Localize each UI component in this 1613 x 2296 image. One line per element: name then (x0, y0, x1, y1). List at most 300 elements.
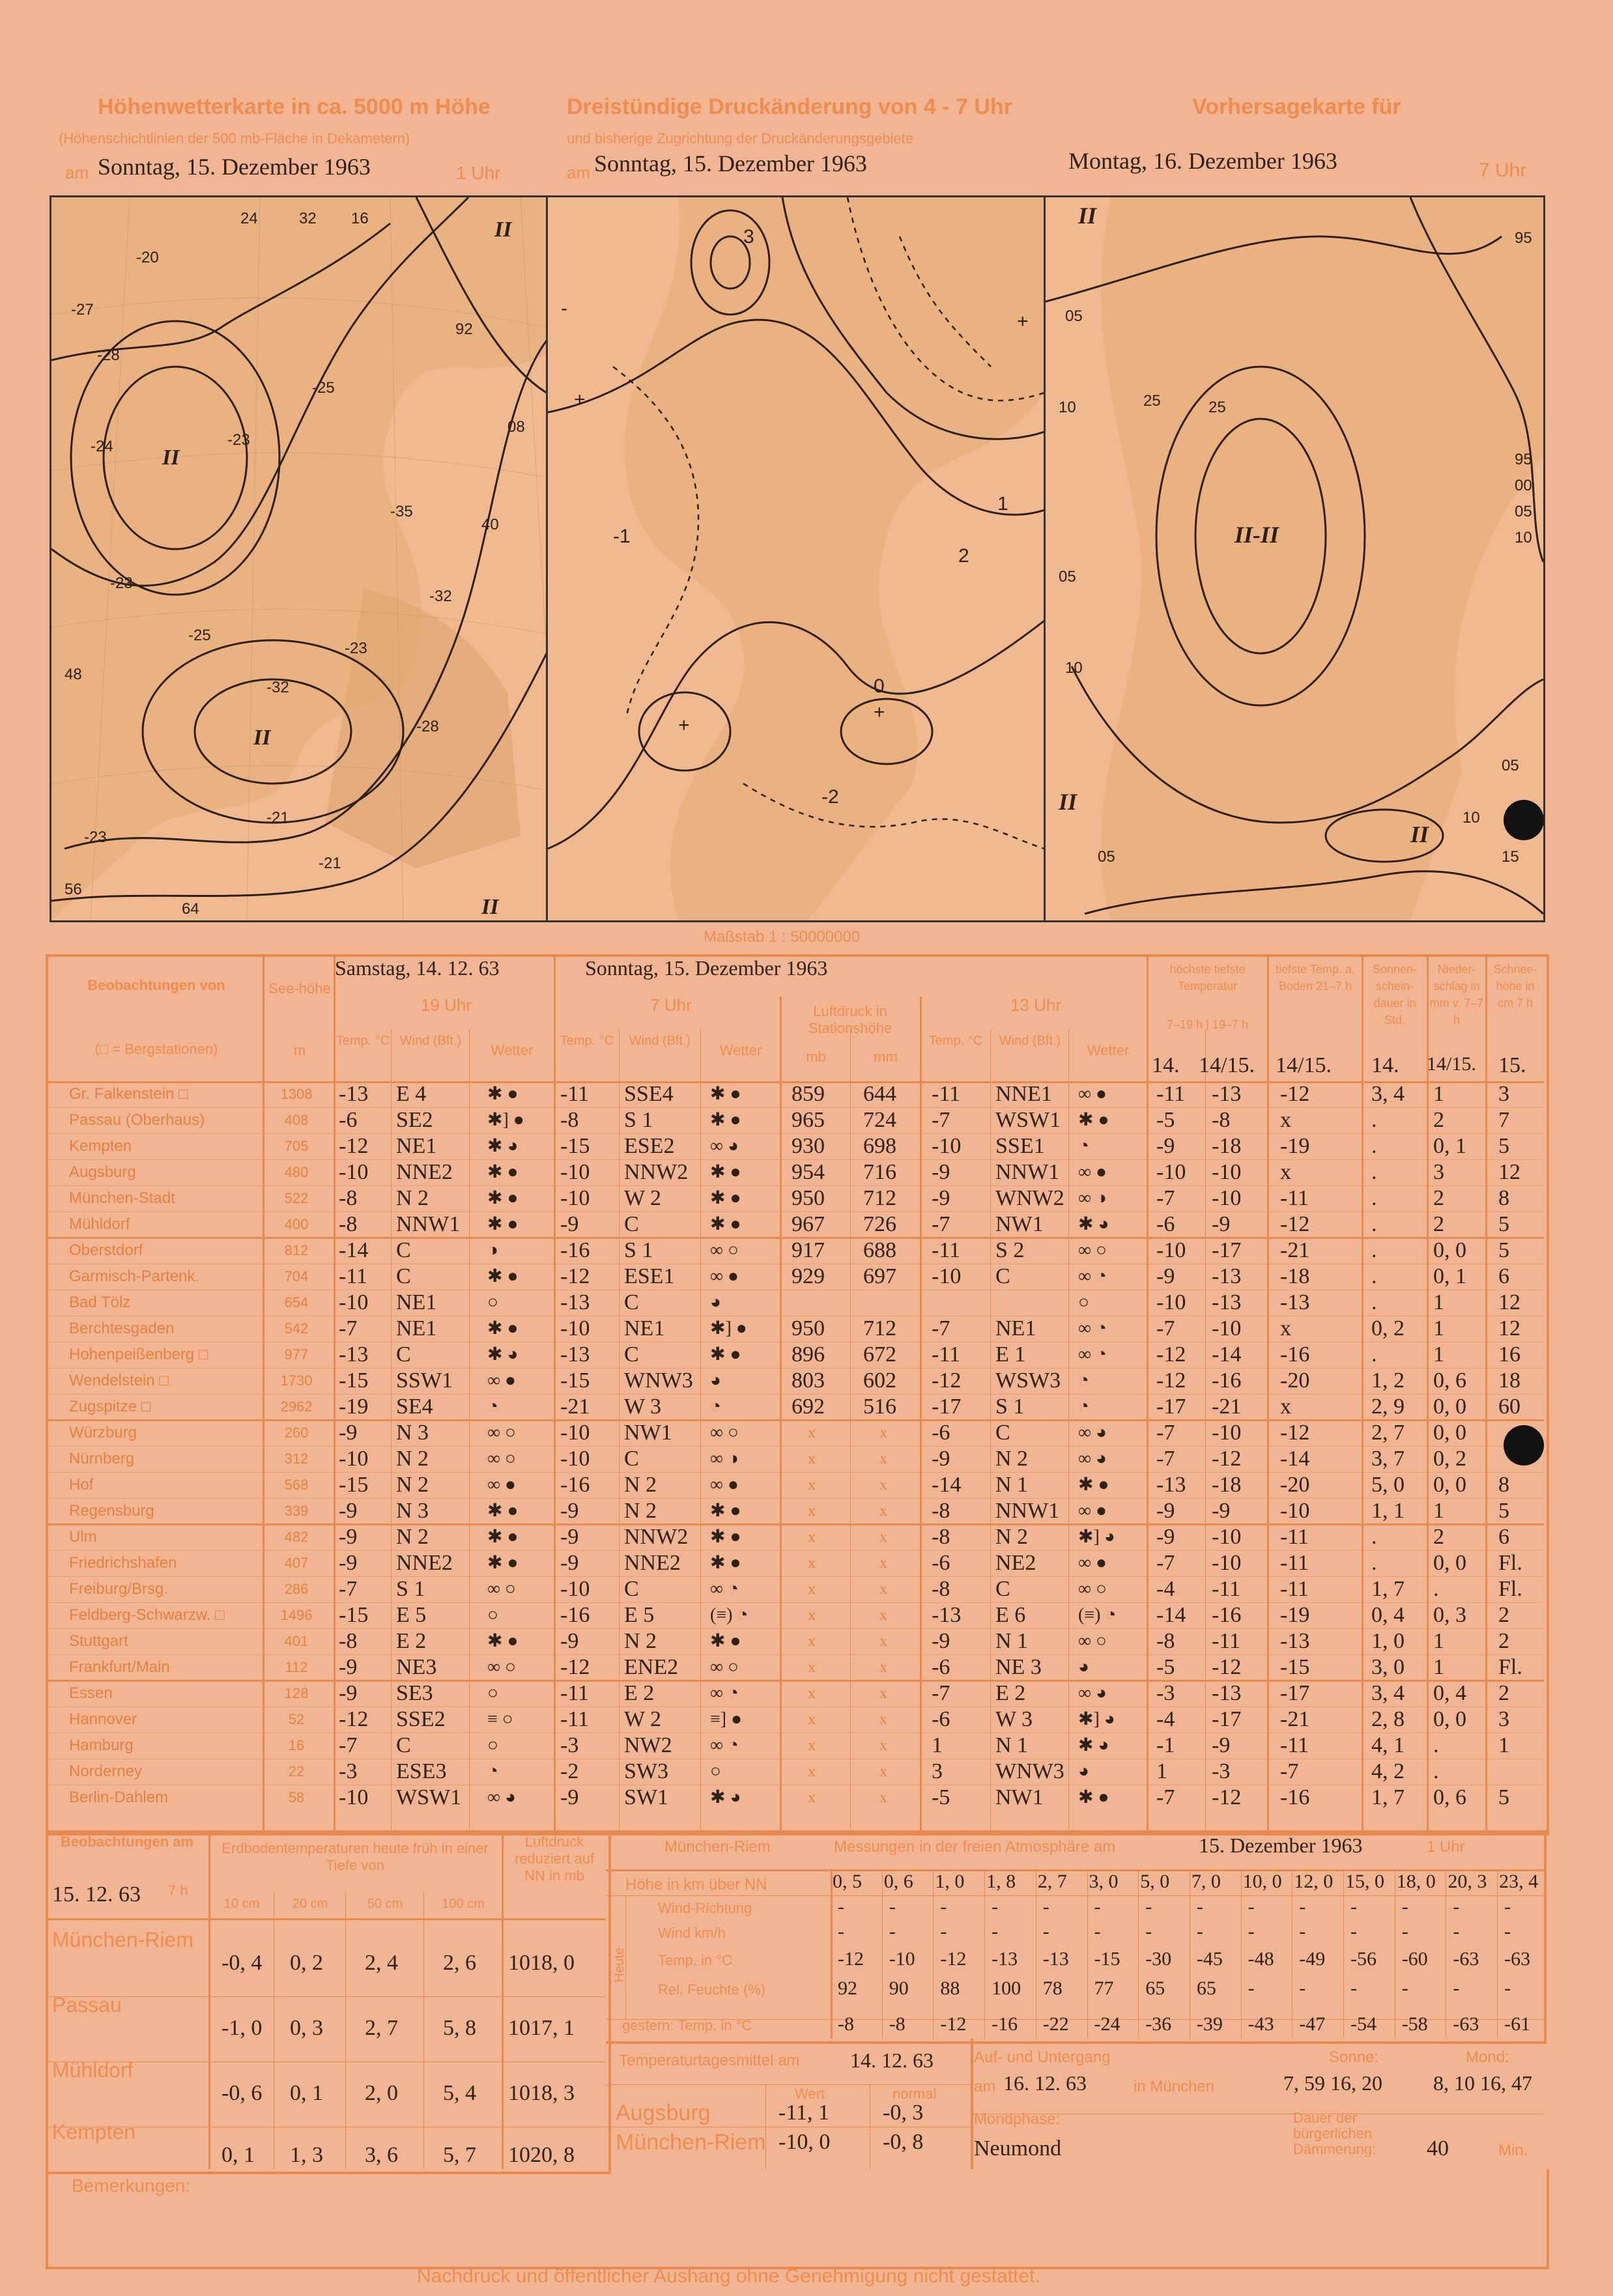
hdr-nieder: Nieder-schlag in mm v. 7–7 h (1429, 963, 1484, 1027)
aero-height: 15, 0 (1345, 1871, 1384, 1892)
cell-mb: 950 (792, 1316, 825, 1340)
aero-value: - (992, 1921, 999, 1942)
svg-text:+: + (678, 715, 690, 736)
cell-sun: . (1371, 1108, 1377, 1132)
aero-value: - (1401, 1896, 1408, 1918)
cell-rain: 2 (1433, 1186, 1444, 1210)
svg-text:00: 00 (1515, 477, 1532, 494)
hdr-wind-7: Wind (Bft.) (629, 1034, 691, 1048)
cell-x13: ◔ (1078, 1136, 1089, 1156)
sun-mond-label: Mond: (1466, 2048, 1509, 2066)
cell-t13: -17 (932, 1395, 962, 1419)
cell-x19: ○ (487, 1683, 498, 1703)
svg-text:2: 2 (958, 545, 969, 567)
daily-mean-normal: normal (892, 2086, 937, 2102)
aero-value: - (1042, 1921, 1049, 1942)
cell-t7: -16 (560, 1238, 590, 1262)
cell-w7: C (624, 1290, 639, 1314)
cell-min: -10 (1212, 1421, 1242, 1445)
aero-height: 0, 6 (883, 1871, 913, 1892)
cell-x7: ✱ ● (710, 1631, 741, 1651)
svg-text:05: 05 (1059, 568, 1076, 586)
cell-mm: x (879, 1711, 887, 1728)
cell-t7: -13 (560, 1342, 590, 1367)
cell-x13: ∞ ● (1078, 1501, 1107, 1521)
cell-rain: 0, 1 (1433, 1134, 1466, 1158)
station-elevation: 22 (288, 1763, 305, 1779)
aero-value: - (1401, 1977, 1408, 1999)
cell-t7: -8 (560, 1108, 579, 1132)
cell-ground: -7 (1280, 1759, 1299, 1783)
cell-t7: -11 (560, 1681, 590, 1705)
cell-x19: ✱ ● (487, 1318, 519, 1339)
station-name: Norderney (69, 1763, 143, 1780)
cell-x13: ◔ (1078, 1370, 1089, 1391)
cell-w19: C (396, 1264, 411, 1288)
cell-x7: ∞ ○ (710, 1657, 739, 1677)
map2-subtitle: und bisherige Zugrichtung der Druckänderungsgebiete (567, 130, 914, 147)
cell-ground: -11 (1280, 1733, 1309, 1757)
cell-max: -7 (1156, 1186, 1175, 1210)
svg-text:-23: -23 (345, 640, 367, 657)
cell-snow: 8 (1498, 1473, 1509, 1497)
station-name: Kempten (69, 1137, 132, 1155)
table-row (0, 1680, 1509, 1707)
daily-mean-label: Temperaturtagesmittel am (619, 2052, 800, 2069)
cell-w13: WSW3 (995, 1368, 1061, 1393)
soil-temp: 5, 8 (443, 2016, 476, 2040)
map1-date: Sonntag, 15. Dezember 1963 (98, 154, 371, 180)
cell-x19: ✱ ● (487, 1631, 519, 1651)
cell-x19: ∞ ○ (487, 1449, 516, 1469)
aero-value: - (1401, 1921, 1408, 1942)
station-elevation: 654 (284, 1294, 309, 1311)
aero-value: -8 (838, 2013, 854, 2035)
cell-mb: 929 (792, 1264, 825, 1288)
hdr-saturday-date: Samstag, 14. 12. 63 (335, 956, 500, 980)
aero-value: -12 (940, 1948, 967, 1970)
cell-w13: N 1 (995, 1733, 1029, 1757)
cell-snow: Fl. (1498, 1551, 1522, 1575)
aero-height: 20, 3 (1448, 1871, 1487, 1892)
cell-x13: ✱] ◕ (1078, 1709, 1115, 1729)
cell-x19: ≡ ○ (487, 1709, 513, 1729)
hdr-tiefste: tiefste Temp. a. Boden 21–7 h (1276, 963, 1355, 993)
cell-ground: -12 (1280, 1212, 1310, 1236)
cell-w13: N 2 (995, 1525, 1029, 1549)
cell-mb: x (808, 1633, 816, 1650)
svg-text:-: - (561, 298, 567, 319)
cell-snow: 5 (1498, 1134, 1509, 1158)
cell-w13: E 2 (995, 1681, 1026, 1705)
svg-text:-23: -23 (84, 829, 107, 846)
cell-rain: 0, 0 (1433, 1707, 1466, 1731)
cell-t13: -14 (932, 1473, 962, 1497)
cell-rain: 3 (1433, 1160, 1444, 1184)
cell-w19: NNW1 (396, 1212, 461, 1236)
svg-text:10: 10 (1059, 399, 1076, 416)
cell-mm: 672 (863, 1342, 896, 1367)
cell-mm: 726 (863, 1212, 896, 1236)
cell-w13: SSE1 (995, 1134, 1045, 1158)
aero-value: - (1453, 1896, 1460, 1918)
station-name: Zugspitze □ (69, 1398, 151, 1415)
station-name: Regensburg (69, 1502, 154, 1520)
cell-sun: . (1371, 1134, 1377, 1158)
cell-x7: ∞ ◔ (710, 1735, 739, 1755)
cell-ground: -19 (1280, 1134, 1310, 1158)
cell-w13: WNW3 (995, 1759, 1064, 1783)
cell-rain: 1 (1433, 1629, 1444, 1653)
cell-x7: ◔ (710, 1396, 721, 1417)
cell-t7: -9 (560, 1551, 579, 1575)
cell-snow: 7 (1498, 1108, 1509, 1132)
cell-x7: ✱ ● (710, 1527, 741, 1547)
cell-x13: ∞ ◕ (1078, 1423, 1107, 1443)
hdr-temp-7: Temp. °C (560, 1034, 614, 1048)
aero-value: - (1504, 1977, 1511, 1999)
cell-mb: 692 (792, 1395, 825, 1419)
cell-t13: -11 (932, 1082, 961, 1106)
map1-subtitle: (Höhenschichtlinien der 500 mb-Fläche in Dekametern) (59, 130, 410, 147)
cell-x13: ∞ ◔ (1078, 1344, 1107, 1365)
cell-mb: 950 (792, 1186, 825, 1210)
cell-x13: ∞ ● (1078, 1084, 1107, 1104)
table-row (0, 1316, 1520, 1342)
cell-w7: NW2 (624, 1733, 672, 1757)
cell-snow: 60 (1498, 1395, 1520, 1419)
cell-x13: ✱ ◕ (1078, 1735, 1109, 1755)
aero-value: -47 (1299, 2013, 1326, 2035)
cell-max: -12 (1156, 1342, 1186, 1367)
cell-max: -9 (1156, 1525, 1175, 1549)
soil-temp: 2, 0 (365, 2081, 398, 2105)
hdr-mb: mb (806, 1049, 826, 1065)
cell-x13: ∞ ◑ (1078, 1188, 1107, 1208)
station-elevation: 480 (284, 1164, 309, 1180)
cell-x19: ◔ (487, 1396, 498, 1417)
aero-value: -61 (1504, 2013, 1531, 2035)
svg-text:II: II (162, 446, 180, 470)
cell-max: -9 (1156, 1499, 1175, 1523)
punch-hole-top (1504, 800, 1544, 840)
cell-x13: ✱ ● (1078, 1110, 1109, 1130)
cell-min: -10 (1212, 1316, 1242, 1340)
cell-sun: 2, 8 (1371, 1707, 1405, 1731)
sun-sonne-times: 7, 59 16, 20 (1283, 2071, 1382, 2095)
aero-value: - (838, 1896, 844, 1918)
station-elevation: 2962 (280, 1398, 313, 1415)
aero-value: - (1094, 1896, 1101, 1918)
cell-x13: ∞ ● (1078, 1162, 1107, 1182)
table-row (0, 1133, 1509, 1159)
cell-t7: -10 (560, 1316, 590, 1340)
cell-rain: . (1433, 1759, 1439, 1783)
cell-x13: ✱] ◕ (1078, 1527, 1115, 1547)
cell-x19: ∞ ○ (487, 1657, 516, 1677)
soil-temp: 2, 7 (365, 2016, 398, 2040)
aero-value: - (1350, 1977, 1357, 1999)
cell-mm: 712 (863, 1186, 896, 1210)
aero-value: -22 (1042, 2013, 1069, 2035)
cell-max: -10 (1156, 1238, 1186, 1262)
cell-t19: -10 (339, 1160, 369, 1184)
aero-date: 15. Dezember 1963 (1199, 1834, 1363, 1857)
cell-snow: 12 (1498, 1290, 1520, 1314)
cell-w19: N 2 (396, 1447, 429, 1471)
station-elevation: 1730 (280, 1372, 313, 1389)
cell-ground: -21 (1280, 1238, 1310, 1262)
cell-t7: -9 (560, 1499, 579, 1523)
cell-t19: -10 (339, 1785, 369, 1809)
map3-title: Vorhersagekarte für (1192, 94, 1401, 119)
cell-mb: x (808, 1711, 816, 1728)
cell-mb: x (808, 1581, 816, 1598)
svg-text:II: II (481, 895, 499, 919)
table-row (0, 1185, 1509, 1212)
cell-max: -6 (1156, 1212, 1175, 1236)
cell-t19: -9 (339, 1499, 358, 1523)
cell-x19: ✱ ◕ (487, 1344, 519, 1365)
aero-value: -43 (1248, 2013, 1274, 2035)
soil-temp: 0, 2 (290, 1951, 323, 1975)
svg-text:32: 32 (299, 210, 317, 227)
svg-text:24: 24 (240, 210, 258, 227)
cell-x19: ○ (487, 1735, 498, 1755)
cell-min: -9 (1212, 1499, 1231, 1523)
aero-value: - (992, 1896, 999, 1918)
hdr-wetter-7: Wetter (719, 1042, 762, 1058)
cell-w19: C (396, 1733, 411, 1757)
cell-t19: -9 (339, 1421, 358, 1445)
cell-mm: 698 (863, 1134, 896, 1158)
cell-x7: ○ (710, 1761, 721, 1781)
table-row (0, 1498, 1509, 1524)
station-name: Garmisch-Partenk. (69, 1268, 200, 1285)
svg-text:-21: -21 (319, 855, 341, 872)
cell-max: -4 (1156, 1577, 1175, 1601)
table-row (0, 1576, 1522, 1602)
cell-x19: ◔ (487, 1761, 498, 1781)
station-name: Oberstdorf (69, 1241, 143, 1259)
station-elevation: 112 (285, 1659, 308, 1675)
hdr-d14b: 14. (1371, 1053, 1399, 1077)
aero-value: 78 (1042, 1977, 1063, 1999)
svg-text:25: 25 (1143, 392, 1161, 410)
cell-rain: 0, 0 (1433, 1238, 1466, 1262)
cell-rain: 0, 0 (1433, 1395, 1466, 1419)
cell-t7: -10 (560, 1577, 590, 1601)
cell-w13: WSW1 (995, 1108, 1061, 1132)
cell-min: -11 (1212, 1629, 1241, 1653)
cell-x13: ∞ ◔ (1078, 1318, 1107, 1339)
soil-temp: 3, 6 (365, 2143, 398, 2167)
table-row (0, 1238, 1509, 1264)
cell-w13: S 1 (995, 1395, 1025, 1419)
cell-w7: C (624, 1577, 639, 1601)
cell-ground: -13 (1280, 1629, 1310, 1653)
cell-rain: 1 (1433, 1290, 1444, 1314)
cell-sun: 3, 4 (1371, 1681, 1405, 1705)
hdr-sunday-date: Sonntag, 15. Dezember 1963 (585, 956, 828, 980)
cell-max: -1 (1156, 1733, 1175, 1757)
aero-value: -16 (992, 2013, 1018, 2035)
cell-ground: x (1280, 1395, 1291, 1419)
station-name: Mühldorf (69, 1215, 130, 1233)
cell-max: -13 (1156, 1473, 1186, 1497)
hdr-sun-7: 7 Uhr (650, 995, 692, 1015)
svg-text:+: + (874, 702, 885, 723)
cell-max: -12 (1156, 1368, 1186, 1393)
cell-w7: SW3 (624, 1759, 668, 1783)
cell-w7: NNW2 (624, 1525, 689, 1549)
cell-x7: ✱ ● (710, 1344, 741, 1365)
station-name: Gr. Falkenstein □ (69, 1085, 188, 1103)
cell-t7: -9 (560, 1212, 579, 1236)
aero-value: - (1453, 1977, 1460, 1999)
svg-text:05: 05 (1502, 757, 1519, 774)
cell-mb: 803 (792, 1368, 825, 1393)
cell-t7: -21 (560, 1395, 590, 1419)
cell-mm: 712 (863, 1316, 896, 1340)
cell-t13: -10 (932, 1134, 962, 1158)
svg-text:-23: -23 (110, 574, 133, 592)
cell-rain: 0, 2 (1433, 1447, 1466, 1471)
cell-mb: 930 (792, 1134, 825, 1158)
hdr-d14: 14. (1152, 1053, 1180, 1077)
aero-height: 12, 0 (1294, 1871, 1334, 1892)
soil-temp: 1, 3 (290, 2143, 323, 2167)
aero-height: 1, 8 (986, 1871, 1016, 1892)
cell-sun: 0, 4 (1371, 1603, 1405, 1627)
cell-sun: 1, 0 (1371, 1629, 1405, 1653)
aero-value: - (1248, 1977, 1255, 1999)
station-name: Hohenpeißenberg □ (69, 1346, 208, 1363)
cell-t13: -8 (932, 1577, 950, 1601)
cell-x19: ○ (487, 1292, 498, 1312)
sun-label: Auf- und Untergang (974, 2048, 1111, 2066)
cell-mb: 859 (792, 1082, 825, 1106)
cell-w7: ESE1 (624, 1264, 675, 1288)
cell-min: -13 (1212, 1681, 1242, 1705)
cell-sun: 1, 7 (1371, 1577, 1405, 1601)
cell-max: -8 (1156, 1629, 1175, 1653)
cell-t19: -15 (339, 1603, 369, 1627)
cell-min: -12 (1212, 1447, 1242, 1471)
cell-x19: ∞ ● (487, 1475, 516, 1495)
cell-snow: 6 (1498, 1525, 1509, 1549)
cell-ground: -19 (1280, 1603, 1310, 1627)
cell-snow: 3 (1498, 1707, 1509, 1731)
svg-text:-32: -32 (266, 679, 289, 696)
cell-mb: x (808, 1659, 816, 1676)
cell-mb: x (808, 1477, 816, 1494)
aero-row-label: Rel. Feuchte (%) (658, 1981, 766, 1998)
cell-t19: -8 (339, 1186, 358, 1210)
sun-am: am (974, 2078, 996, 2095)
map3-time: 7 Uhr (1479, 160, 1527, 181)
cell-rain: 0, 6 (1433, 1785, 1466, 1809)
cell-rain: 0, 4 (1433, 1681, 1466, 1705)
map2-title: Dreistündige Druckänderung von 4 - 7 Uhr (567, 94, 1012, 119)
cell-x19: ✱ ● (487, 1162, 519, 1182)
cell-t19: -14 (339, 1238, 369, 1262)
remarks-box (46, 2169, 1549, 2269)
svg-text:-32: -32 (429, 588, 452, 605)
station-elevation: 704 (284, 1268, 309, 1284)
svg-text:08: 08 (507, 418, 525, 436)
cell-t13: -7 (932, 1212, 950, 1236)
table-row (0, 1394, 1520, 1420)
cell-rain: 0, 0 (1433, 1551, 1466, 1575)
cell-w19: N 2 (396, 1525, 429, 1549)
map1-title: Höhenwetterkarte in ca. 5000 m Höhe (98, 94, 491, 119)
svg-text:II: II (1410, 821, 1429, 847)
cell-w7: N 2 (624, 1473, 657, 1497)
aero-value: - (940, 1896, 947, 1918)
svg-text:10: 10 (1463, 809, 1480, 827)
table-row (0, 1524, 1509, 1550)
daily-mean-row2-normal: -0, 8 (883, 2130, 924, 2154)
cell-min: -8 (1212, 1108, 1231, 1132)
cell-min: -12 (1212, 1785, 1242, 1809)
soil-station: Mühldorf (52, 2058, 134, 2082)
aero-value: - (1299, 1921, 1306, 1942)
cell-snow: 1 (1498, 1733, 1509, 1757)
cell-t13: -9 (932, 1629, 950, 1653)
station-elevation: 400 (284, 1216, 309, 1232)
svg-text:II: II (253, 726, 271, 750)
aero-value: - (1248, 1921, 1255, 1942)
svg-text:II: II (1078, 203, 1097, 229)
svg-text:-25: -25 (188, 627, 211, 644)
cell-w7: C (624, 1342, 639, 1367)
cell-w7: S 1 (624, 1108, 653, 1132)
hdr-wetter-19: Wetter (491, 1042, 534, 1058)
station-name: Wendelstein □ (69, 1372, 169, 1389)
cell-t19: -7 (339, 1577, 358, 1601)
cell-x7: ✱ ● (710, 1501, 741, 1521)
sun-date: 16. 12. 63 (1003, 2071, 1087, 2095)
cell-w13: N 2 (995, 1447, 1029, 1471)
aero-value: -39 (1196, 2013, 1223, 2035)
station-elevation: 312 (284, 1451, 309, 1467)
soil-beob-am: Beobachtungen am (60, 1834, 194, 1850)
station-name: Hamburg (69, 1736, 134, 1754)
aero-height: 3, 0 (1089, 1871, 1119, 1892)
moon-phase: Neumond (974, 2136, 1062, 2161)
cell-x19: ◑ (487, 1240, 498, 1260)
cell-mm: x (879, 1477, 887, 1494)
cell-mb: 967 (792, 1212, 825, 1236)
svg-text:05: 05 (1065, 307, 1083, 325)
daily-mean-row1-name: Augsburg (616, 2101, 711, 2125)
cell-ground: -14 (1280, 1447, 1310, 1471)
aero-row-label: Wind-Richtung (658, 1900, 752, 1916)
cell-mb: 896 (792, 1342, 825, 1367)
cell-x7: (≡) ◔ (710, 1605, 749, 1625)
cell-rain: 0, 6 (1433, 1368, 1466, 1393)
cell-w19: N 2 (396, 1186, 429, 1210)
forecast-map (1044, 195, 1545, 922)
soil-pressure: 1020, 8 (508, 2143, 575, 2167)
cell-sun: . (1371, 1551, 1377, 1575)
cell-snow: 5 (1498, 1785, 1509, 1809)
hdr-wetter-13: Wetter (1087, 1042, 1130, 1058)
daily-mean-row2-name: München-Riem (616, 2130, 766, 2155)
cell-w13: NW1 (995, 1785, 1044, 1809)
cell-t13: -9 (932, 1447, 950, 1471)
